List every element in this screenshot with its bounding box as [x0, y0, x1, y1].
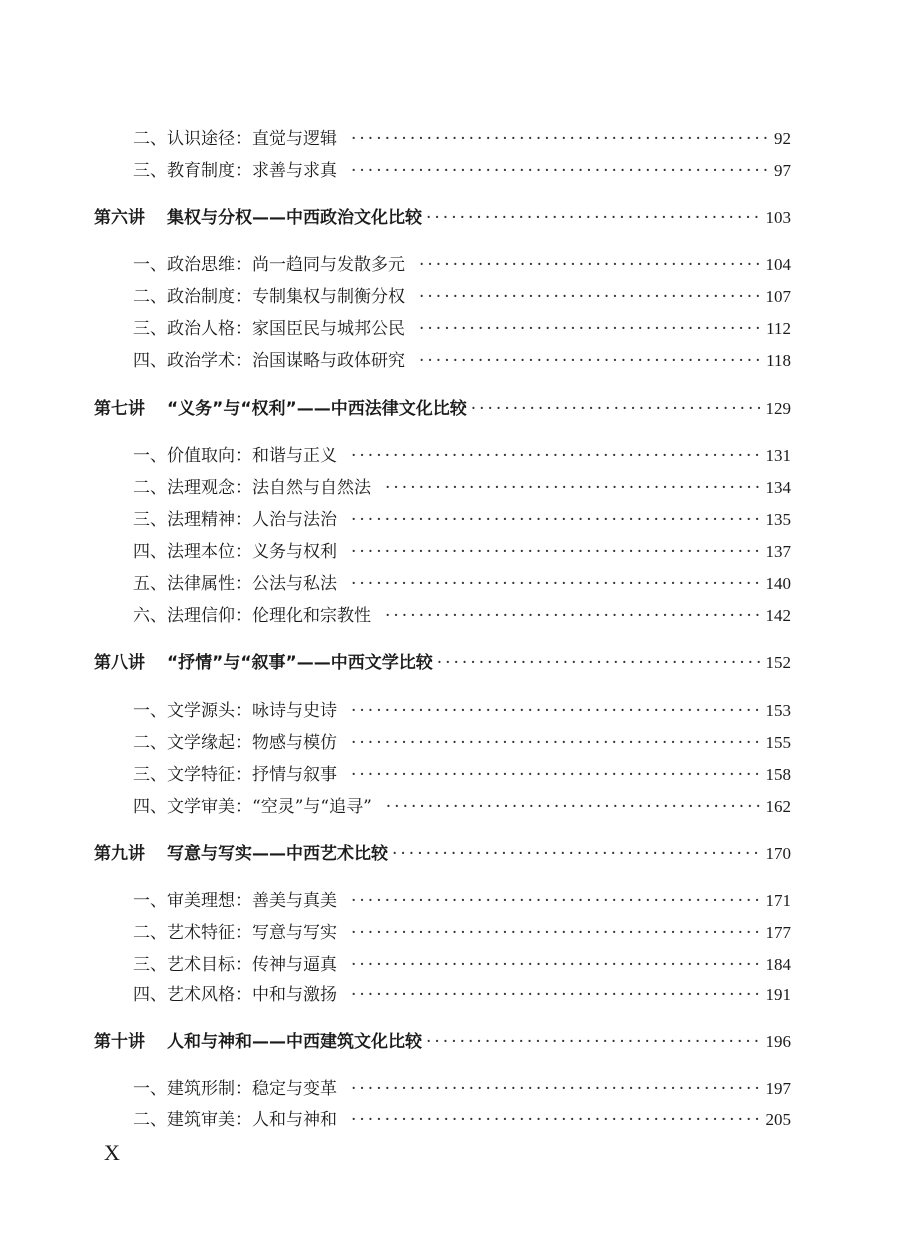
- dot-leader: [419, 348, 760, 374]
- entry-page-number: 131: [765, 446, 791, 465]
- entry-title: 政治人格：家国臣民与城邦公民: [167, 319, 405, 339]
- entry-title: 建筑审美：人和与神和: [167, 1110, 337, 1130]
- toc-entry: [133, 158, 791, 184]
- dot-leader: [351, 507, 760, 533]
- entry-page-number: 97: [774, 161, 791, 180]
- entry-number: 二、: [133, 478, 167, 498]
- chapter-page-number: 170: [765, 844, 791, 863]
- entry-number: 二、: [133, 733, 167, 753]
- chapter-title: “义务”与“权利”——中西法律文化比较: [167, 399, 467, 419]
- entry-page-number: 118: [766, 351, 791, 370]
- dot-leader: [351, 539, 760, 565]
- entry-page-number: 158: [765, 765, 791, 784]
- toc-chapter-heading: [94, 396, 791, 422]
- dot-leader: [351, 762, 760, 788]
- toc-entry: [133, 507, 791, 533]
- toc-chapter-heading: [94, 205, 791, 231]
- dot-leader: [351, 982, 760, 1008]
- toc-entry: [133, 316, 791, 342]
- chapter-title: 集权与分权——中西政治文化比较: [167, 208, 422, 228]
- entry-title: 政治制度：专制集权与制衡分权: [167, 287, 405, 307]
- entry-number: 六、: [133, 606, 167, 626]
- toc-entry: [133, 571, 791, 597]
- entry-page-number: 197: [765, 1079, 791, 1098]
- page-folio: X: [104, 1140, 120, 1165]
- entry-page-number: 171: [765, 891, 791, 910]
- entry-title: 法理精神：人治与法治: [167, 510, 337, 530]
- dot-leader: [437, 650, 760, 676]
- entry-title: 认识途径：直觉与逻辑: [167, 129, 337, 149]
- entry-page-number: 205: [765, 1110, 791, 1129]
- toc-entry: [133, 603, 791, 629]
- toc-entry: [133, 252, 791, 278]
- entry-number: 三、: [133, 955, 167, 975]
- dot-leader: [385, 475, 760, 501]
- toc-entry: [133, 1107, 791, 1133]
- toc-entry: [133, 982, 791, 1008]
- entry-page-number: 112: [766, 319, 791, 338]
- toc-chapter-heading: [94, 1029, 791, 1055]
- dot-leader: [419, 252, 760, 278]
- toc-entry: [133, 730, 791, 756]
- entry-page-number: 162: [765, 797, 791, 816]
- entry-title: 法理观念：法自然与自然法: [167, 478, 371, 498]
- chapter-number: 第八讲: [94, 653, 145, 673]
- entry-page-number: 140: [765, 574, 791, 593]
- toc-entry: [133, 348, 791, 374]
- dot-leader: [386, 794, 760, 820]
- entry-page-number: 137: [765, 542, 791, 561]
- toc-entry: [133, 475, 791, 501]
- entry-title: 艺术目标：传神与逼真: [167, 955, 337, 975]
- entry-number: 四、: [133, 351, 167, 371]
- entry-title: 文学特征：抒情与叙事: [167, 765, 337, 785]
- entry-page-number: 191: [765, 985, 791, 1004]
- dot-leader: [351, 1076, 760, 1102]
- entry-number: 一、: [133, 446, 167, 466]
- entry-page-number: 135: [765, 510, 791, 529]
- toc-entry: [133, 920, 791, 946]
- dot-leader: [392, 841, 760, 867]
- entry-number: 一、: [133, 891, 167, 911]
- entry-number: 五、: [133, 574, 167, 594]
- dot-leader: [351, 888, 760, 914]
- entry-number: 一、: [133, 255, 167, 275]
- entry-number: 三、: [133, 161, 167, 181]
- dot-leader: [351, 952, 760, 978]
- dot-leader: [351, 158, 768, 184]
- chapter-page-number: 196: [765, 1032, 791, 1051]
- entry-page-number: 134: [765, 478, 791, 497]
- chapter-number: 第九讲: [94, 844, 145, 864]
- entry-title: 艺术风格：中和与激扬: [167, 985, 337, 1005]
- dot-leader: [426, 205, 760, 231]
- toc-entry: [133, 762, 791, 788]
- toc-entry: [133, 698, 791, 724]
- chapter-title: “抒情”与“叙事”——中西文学比较: [167, 653, 433, 673]
- entry-number: 一、: [133, 701, 167, 721]
- entry-number: 二、: [133, 923, 167, 943]
- chapter-page-number: 103: [765, 208, 791, 227]
- toc-entry: [133, 1076, 791, 1102]
- toc-entry: [133, 284, 791, 310]
- entry-page-number: 177: [765, 923, 791, 942]
- entry-title: 法理信仰：伦理化和宗教性: [167, 606, 371, 626]
- dot-leader: [419, 316, 760, 342]
- dot-leader: [351, 920, 760, 946]
- entry-title: 审美理想：善美与真美: [167, 891, 337, 911]
- entry-title: 文学缘起：物感与模仿: [167, 733, 337, 753]
- entry-number: 三、: [133, 765, 167, 785]
- chapter-number: 第七讲: [94, 399, 145, 419]
- entry-number: 二、: [133, 287, 167, 307]
- entry-number: 二、: [133, 129, 167, 149]
- entry-page-number: 153: [765, 701, 791, 720]
- entry-page-number: 92: [774, 129, 791, 148]
- chapter-number: 第六讲: [94, 208, 145, 228]
- toc-entry: [133, 443, 791, 469]
- dot-leader: [351, 571, 760, 597]
- toc-entry: [133, 126, 791, 152]
- dot-leader: [351, 698, 760, 724]
- entry-number: 三、: [133, 510, 167, 530]
- toc-chapter-heading: [94, 650, 791, 676]
- entry-number: 四、: [133, 797, 167, 817]
- chapter-page-number: 152: [765, 653, 791, 672]
- entry-page-number: 107: [765, 287, 791, 306]
- dot-leader: [471, 396, 760, 422]
- entry-number: 四、: [133, 985, 167, 1005]
- dot-leader: [351, 126, 768, 152]
- entry-title: 文学审美：“空灵”与“追寻”: [167, 797, 372, 817]
- dot-leader: [385, 603, 760, 629]
- chapter-title: 人和与神和——中西建筑文化比较: [167, 1032, 422, 1052]
- toc-entry: [133, 952, 791, 978]
- dot-leader: [419, 284, 760, 310]
- dot-leader: [351, 730, 760, 756]
- chapter-number: 第十讲: [94, 1032, 145, 1052]
- entry-title: 政治学术：治国谋略与政体研究: [167, 351, 405, 371]
- entry-title: 教育制度：求善与求真: [167, 161, 337, 181]
- chapter-page-number: 129: [765, 399, 791, 418]
- toc-chapter-heading: [94, 841, 791, 867]
- dot-leader: [426, 1029, 760, 1055]
- entry-title: 文学源头：咏诗与史诗: [167, 701, 337, 721]
- entry-title: 艺术特征：写意与写实: [167, 923, 337, 943]
- entry-title: 价值取向：和谐与正义: [167, 446, 337, 466]
- dot-leader: [351, 1107, 760, 1133]
- entry-page-number: 184: [765, 955, 791, 974]
- entry-number: 二、: [133, 1110, 167, 1130]
- entry-title: 建筑形制：稳定与变革: [167, 1079, 337, 1099]
- entry-title: 法理本位：义务与权利: [167, 542, 337, 562]
- toc-entry: [133, 888, 791, 914]
- toc-entry: [133, 794, 791, 820]
- entry-number: 三、: [133, 319, 167, 339]
- toc-entry: [133, 539, 791, 565]
- entry-title: 政治思维：尚一趋同与发散多元: [167, 255, 405, 275]
- entry-number: 一、: [133, 1079, 167, 1099]
- entry-page-number: 155: [765, 733, 791, 752]
- chapter-title: 写意与写实——中西艺术比较: [167, 844, 388, 864]
- entry-title: 法律属性：公法与私法: [167, 574, 337, 594]
- entry-page-number: 142: [765, 606, 791, 625]
- dot-leader: [351, 443, 760, 469]
- entry-page-number: 104: [765, 255, 791, 274]
- entry-number: 四、: [133, 542, 167, 562]
